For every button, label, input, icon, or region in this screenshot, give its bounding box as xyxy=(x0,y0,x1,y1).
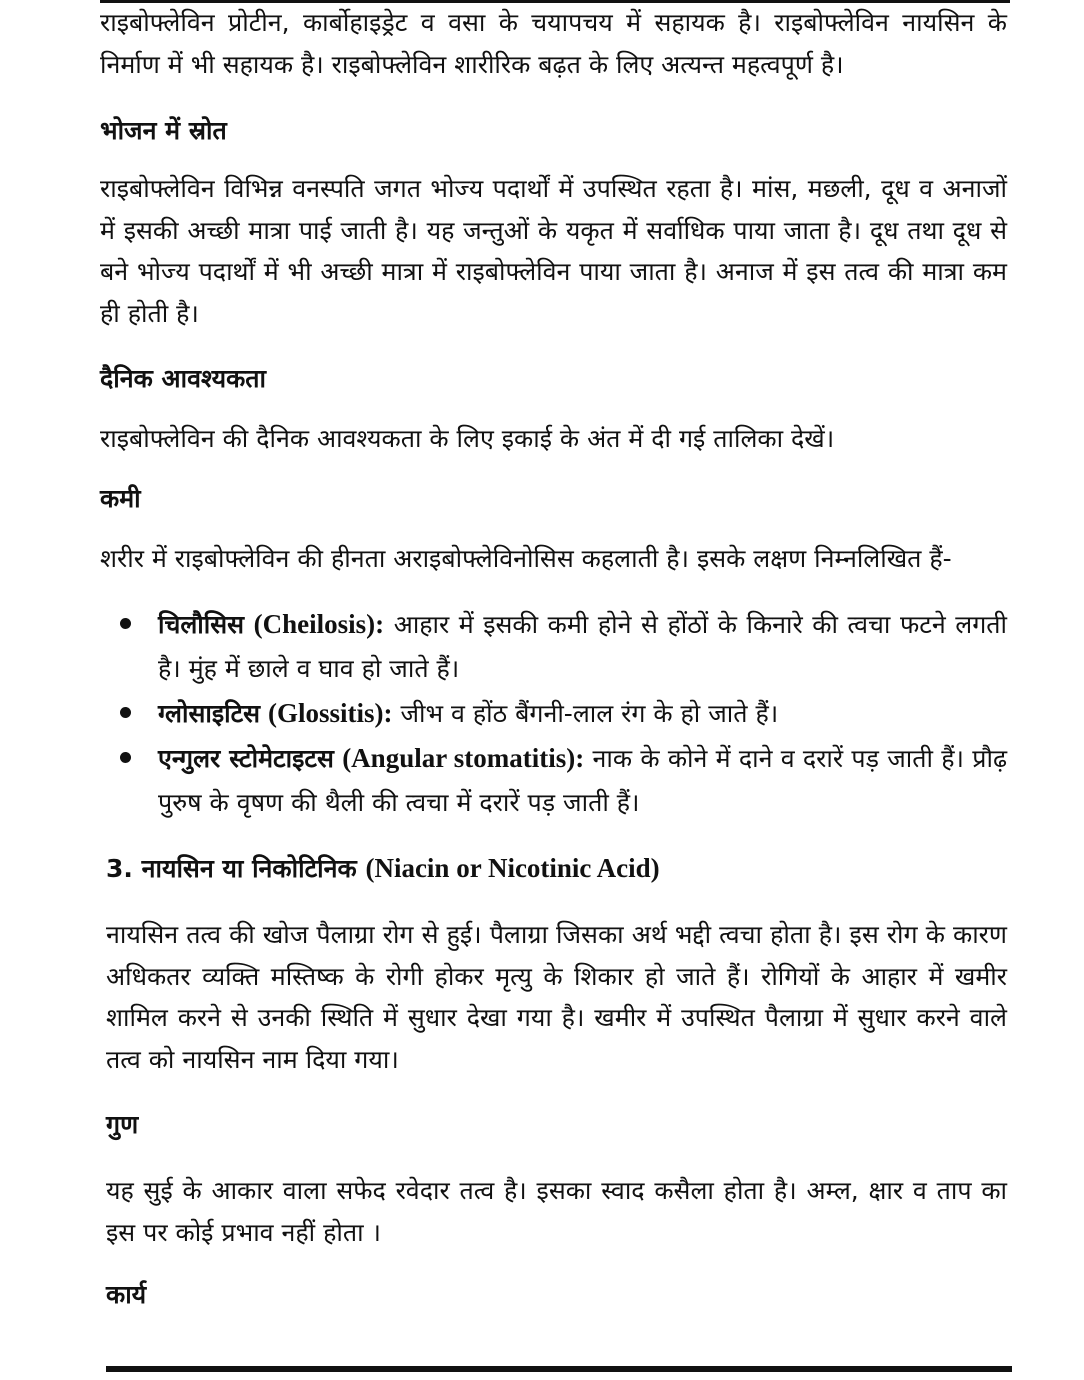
symptom-description: आहार में इसकी कमी होने से होंठों के किनारे की त्वचा फटने लगती है। मुंह में छाले व घाव हो जाते हैं। xyxy=(158,610,1008,683)
niacin-heading-prefix: 3. नायसिन या निकोटिनिक xyxy=(106,854,357,883)
symptom-latin-name: (Cheilosis): xyxy=(253,609,385,639)
list-item xyxy=(106,691,1007,736)
riboflavin-intro-paragraph: राइबोफ्लेविन प्रोटीन, कार्बोहाइड्रेट व वसा के चयापचय में सहायक है। राइबोफ्लेविन नायसिन के निर्माण में भी सहायक है। राइबोफ्लेविन शारीरिक बढ़त के लिए अत्यन्त महत्वपूर्ण है। xyxy=(100,8,1007,79)
heading-niacin xyxy=(106,848,660,890)
niacin-heading-latin: (Niacin or Nicotinic Acid) xyxy=(365,853,660,883)
bullet-icon xyxy=(120,707,131,718)
symptom-description: नाक के कोने में दाने व दरारें पड़ जाती हैं। प्रौढ़ पुरुष के वृषण की थैली की त्वचा में दरारें पड़ जाती हैं। xyxy=(158,744,1008,817)
symptom-term: एन्गुलर स्टोमेटाइटस xyxy=(158,744,334,773)
properties-paragraph: यह सुई के आकार वाला सफेद रवेदार तत्व है। इसका स्वाद कसैला होता है। अम्ल, क्षार व ताप का इस पर कोई प्रभाव नहीं होता । xyxy=(106,1176,1007,1247)
deficiency-symptoms-list xyxy=(106,602,1007,825)
bottom-rule xyxy=(106,1366,1012,1372)
daily-requirement-paragraph: राइबोफ्लेविन की दैनिक आवश्यकता के लिए इकाई के अंत में दी गई तालिका देखें। xyxy=(100,424,835,453)
bullet-icon xyxy=(120,752,131,763)
food-sources-paragraph: राइबोफ्लेविन विभिन्न वनस्पति जगत भोज्य पदार्थों में उपस्थित रहता है। मांस, मछली, दूध व अनाजों में इसकी अच्छी मात्रा पाई जाती है। यह जन्तुओं के यकृत में सर्वाधिक पाया जाता है। दूध तथा दूध से बने भोज्य पदार्थों में भी अच्छी मात्रा में राइबोफ्लेविन पाया जाता है। अनाज में इस तत्व की मात्रा कम ही होती है। xyxy=(100,174,1007,328)
niacin-paragraph: नायसिन तत्व की खोज पैलाग्रा रोग से हुई। पैलाग्रा जिसका अर्थ भद्दी त्वचा होता है। इस रोग के कारण अधिकतर व्यक्ति मस्तिष्क के रोगी होकर मृत्यु के शिकार हो जाते हैं। रोगियों के आहार में खमीर शामिल करने से उनकी स्थिति में सुधार देखा गया है। खमीर में उपस्थित पैलाग्रा में सुधार करने वाले तत्व को नायसिन नाम दिया गया। xyxy=(106,920,1007,1074)
symptom-term: ग्लोसाइटिस xyxy=(158,699,261,728)
heading-properties: गुण xyxy=(106,1110,139,1139)
symptom-latin-name: (Glossitis): xyxy=(268,698,393,728)
list-item xyxy=(106,602,1007,691)
deficiency-paragraph: शरीर में राइबोफ्लेविन की हीनता अराइबोफ्लेविनोसिस कहलाती है। इसके लक्षण निम्नलिखित हैं- xyxy=(100,544,952,573)
symptom-latin-name: (Angular stomatitis): xyxy=(342,743,585,773)
heading-food-sources: भोजन में स्रोत xyxy=(100,116,227,145)
heading-functions: कार्य xyxy=(106,1280,147,1309)
list-item xyxy=(106,736,1007,825)
heading-deficiency: कमी xyxy=(100,484,141,513)
heading-daily-requirement: दैनिक आवश्यकता xyxy=(100,364,267,393)
symptom-description: जीभ व होंठ बैंगनी-लाल रंग के हो जाते हैं। xyxy=(400,699,779,728)
bullet-icon xyxy=(120,618,131,629)
symptom-term: चिलौसिस xyxy=(158,610,245,639)
